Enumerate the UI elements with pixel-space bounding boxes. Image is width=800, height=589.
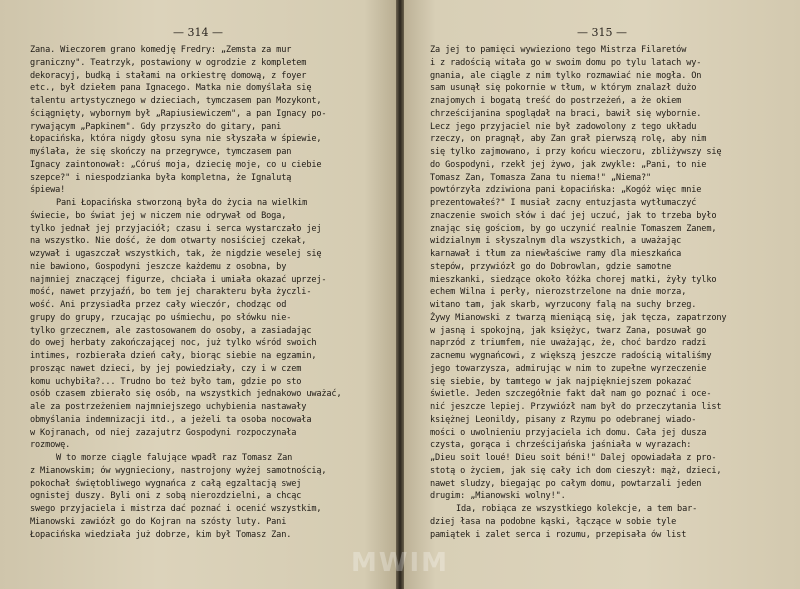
text-line: nie bawiono, Gospodyni jeszcze każdemu z osobna, by xyxy=(30,261,287,272)
left-page-text xyxy=(30,44,380,541)
left-page-number: — 314 — xyxy=(173,26,223,39)
text-line: do owej herbaty zakończającej noc, już tylko wśród swoich xyxy=(30,338,317,349)
text-line: chrześcijanina spoglądał na braci, bawił się wybornie. xyxy=(430,108,702,119)
right-page-number: — 315 — xyxy=(577,26,627,39)
text-line: Lecz jego przyjaciel nie był zadowolony z tego układu xyxy=(430,121,697,132)
text-line: ognistej duszy. Byli oni z sobą nierozdzielni, a chcąc xyxy=(30,491,302,502)
text-line: nić jeszcze lepiej. Przywiózł nam był do przeczytania list xyxy=(430,402,722,412)
text-line: wość. Ani przysiadła przez cały wieczór, chodząc od xyxy=(30,300,287,310)
text-line: się tylko zajmowano, i przy końcu wieczoru, zbliżywszy się xyxy=(430,147,722,157)
text-line: gnania, ale ciągle z nim tylko rozmawiać nie mogła. On xyxy=(430,70,702,81)
text-line: Za jej to pamięci wywieziono tego Mistrza Filaretów xyxy=(430,45,687,55)
text-line: mość, nawet przyjaźń, bo tem jej charakteru była życzli- xyxy=(30,287,312,298)
text-line: drugim: „Mianowski wolny!". xyxy=(430,491,566,502)
book-gutter xyxy=(396,0,404,589)
text-line: i z radością witała go w swoim domu po tylu latach wy- xyxy=(430,57,702,68)
text-line: znając się gościom, by go uczynić realnie Tomaszem Zanem, xyxy=(430,223,717,234)
text-line: najmniej znaczącej figurze, chciała i umiała okazać uprzej- xyxy=(30,274,327,285)
text-line: świetle. Jeden szczegółnie fakt dał nam go poznać i oce- xyxy=(430,389,712,400)
text-line: W to morze ciągle falujące wpadł raz Tomasz Zan xyxy=(56,453,293,463)
text-line: rywającym „Papkinem". Gdy przyszło do gitary, pani xyxy=(30,121,282,132)
text-line: znajomych i bogatą treść do postrzeżeń, a że okiem xyxy=(430,96,682,106)
text-line: rzeczy, on pragnął, aby Zan grał pierwszą rolę, aby nim xyxy=(430,134,707,145)
text-line: znaczenie swoich słów i dać jej uczuć, jak to trzeba było xyxy=(430,210,717,221)
text-line: pokochał świętobliwego wygnańca z całą egzaltacją swej xyxy=(30,478,302,489)
text-line: księżnej Leonildy, pisany z Rzymu po odebranej wiado- xyxy=(430,414,697,425)
text-line: pamiątek i zalet serca i rozumu, przepisała ów list xyxy=(430,529,687,540)
text-line: nawet sludzy, biegając po całym domu, powtarzali jeden xyxy=(430,478,702,489)
text-line: świecie, bo świat jej w niczem nie odrywał od Boga, xyxy=(30,210,287,221)
text-line: graniczny". Teatrzyk, postawiony w ogrodzie z kompletem xyxy=(30,57,307,68)
text-line: rozmowę. xyxy=(30,440,71,451)
text-line: Ida, robiąca ze wszystkiego kolekcje, a tem bar- xyxy=(456,504,698,514)
text-line: osób czasem zbierało się osób, na wszystkich jednakowo uważać, xyxy=(30,389,342,400)
text-line: śpiewa! xyxy=(30,185,66,196)
left-page xyxy=(0,0,396,589)
text-line: wzywał i ugaszczał wszystkich, tak, że nigdzie weselej się xyxy=(30,249,322,259)
text-line: „Dieu soit loué! Dieu soit béni!" Dalej opowiadała z pro- xyxy=(430,453,717,463)
text-line: tylko jednał jej przyjaciół; czasu i serca wystarczało jej xyxy=(30,223,322,234)
text-line: dziej łasa na podobne kąski, łączące w sobie tyle xyxy=(430,516,677,527)
text-line: talentu artystycznego w dzieciach, tymczasem pan Mozykont, xyxy=(30,96,322,106)
text-line: witano tam, jak skarb, wyrzucony falą na suchy brzeg. xyxy=(430,300,697,310)
text-line: swego przyjaciela i mistrza dać poznać i ocenić wszystkim, xyxy=(30,504,322,514)
text-line: ale za postrzeżeniem najmniejszego uchybienia nastawały xyxy=(30,402,307,412)
text-line: sam usunął się pokornie w tłum, w którym znalazł dużo xyxy=(430,83,697,94)
text-line: czysta, gorąca i chrześcijańska jaśniała w wyrazach: xyxy=(430,440,692,451)
text-line: powtórzyła zdziwiona pani Łopacińska: „Kogóż więc mnie xyxy=(430,185,702,196)
text-line: jego towarzysza, admirując w nim to zupełne wyrzeczenie xyxy=(430,363,707,374)
text-line: stotą o życiem, jak się cały ich dom cieszył: mąż, dzieci, xyxy=(430,465,722,476)
text-line: naprzód z triumfem, nie uważając, że, choć bardzo radzi xyxy=(430,338,707,349)
text-line: intimes, rozbierała dzień cały, biorąc siebie na egzamin, xyxy=(30,351,317,361)
text-line: karnawał i tłum za niewłaściwe ramy dla mieszkańca xyxy=(430,249,682,259)
text-line: mieszkanki, siedzące około łóżka chorej matki, żyły tylko xyxy=(430,274,717,285)
text-line: widzialnym i słyszalnym dla wszystkich, a uważając xyxy=(430,236,682,247)
text-line: z Mianowskim; ów wygnieciony, nastrojony wyżej samotnością, xyxy=(30,465,327,476)
watermark-logo: MWIM xyxy=(350,548,450,578)
text-line: komu uchybiła?... Trudno bo też było tam, gdzie po sto xyxy=(30,376,302,387)
text-line: tylko grzecznem, ale zastosowanem do osoby, a zasiadając xyxy=(30,325,312,336)
text-line: echem Wilna i perły, nierozstrzelone na dnie morza, xyxy=(430,287,687,298)
text-line: Mianowski zawiózł go do Kojran na szósty luty. Pani xyxy=(30,516,287,527)
text-line: dekoracyj, budką i stałami na orkiestrę domową, z foyer xyxy=(30,70,307,81)
text-line: mości o uwolnieniu przyjaciela ich domu. Cała jej dusza xyxy=(430,427,707,438)
text-line: prosząc nawet dzieci, by jej powiedziały, czy i w czem xyxy=(30,363,302,374)
text-line: stepów, przywiózł go do Dobrowlan, gdzie samotne xyxy=(430,261,672,272)
text-line: etc., był dziełem pana Ignacego. Matka nie domyślała się xyxy=(30,83,312,94)
text-line: prezentowałeś?" I musiał zacny entuzjasta wytłumaczyć xyxy=(430,198,697,208)
text-line: na wszystko. Nie dość, że dom otwarty nosiściej czekał, xyxy=(30,236,307,247)
text-line: Łopacińska wiedziała już dobrze, kim był Tomasz Zan. xyxy=(30,529,292,540)
text-line: Żywy Mianowski z twarzą mieniącą się, jak tęcza, zapatrzony xyxy=(430,312,727,323)
text-line: myślała, że się skończy na przegrywce, tymczasem pan xyxy=(30,147,292,157)
text-line: zacnemu wygnańcowi, z większą jeszcze radością witaliśmy xyxy=(430,351,712,361)
text-line: ściągnięty, wybornym był „Rapiusiewiczem", a pan Ignacy po- xyxy=(30,108,327,119)
right-page xyxy=(404,0,800,589)
text-line: się siebie, by tamtego w jak najpiękniejszem pokazać xyxy=(430,376,692,387)
text-line: obmyślania indemnizacji itd., a jeżeli ta osoba nocowała xyxy=(30,414,312,425)
text-line: Ignacy zaintonował: „Córuś moja, dziecię moje, co u ciebie xyxy=(30,159,322,170)
text-line: grupy do grupy, rzucając po uśmiechu, po słówku nie- xyxy=(30,312,292,323)
text-line: w Kojranach, od niej zazajutrz Gospodyni rozpoczynała xyxy=(30,427,297,438)
text-line: Tomasz Zan, Tomasza Zana tu niema!" „Niema?" xyxy=(430,172,652,183)
text-line: w jasną i spokojną, jak księżyc, twarz Zana, posuwał go xyxy=(430,325,707,336)
text-line: Zana. Wieczorem grano komedję Fredry: „Zemsta za mur xyxy=(30,45,292,55)
right-page-text xyxy=(430,44,782,541)
text-line: do Gospodyni, rzekł jej żywo, jak zwykle: „Pani, to nie xyxy=(430,159,707,170)
text-line: Pani Łopacińska stworzoną była do życia na wielkim xyxy=(56,198,308,208)
text-line: Łopacińska, która nigdy głosu syna nie słyszała w śpiewie, xyxy=(30,134,322,145)
text-line: szepce?" i niespodzianka była kompletna, że Ignalutą xyxy=(30,172,292,183)
